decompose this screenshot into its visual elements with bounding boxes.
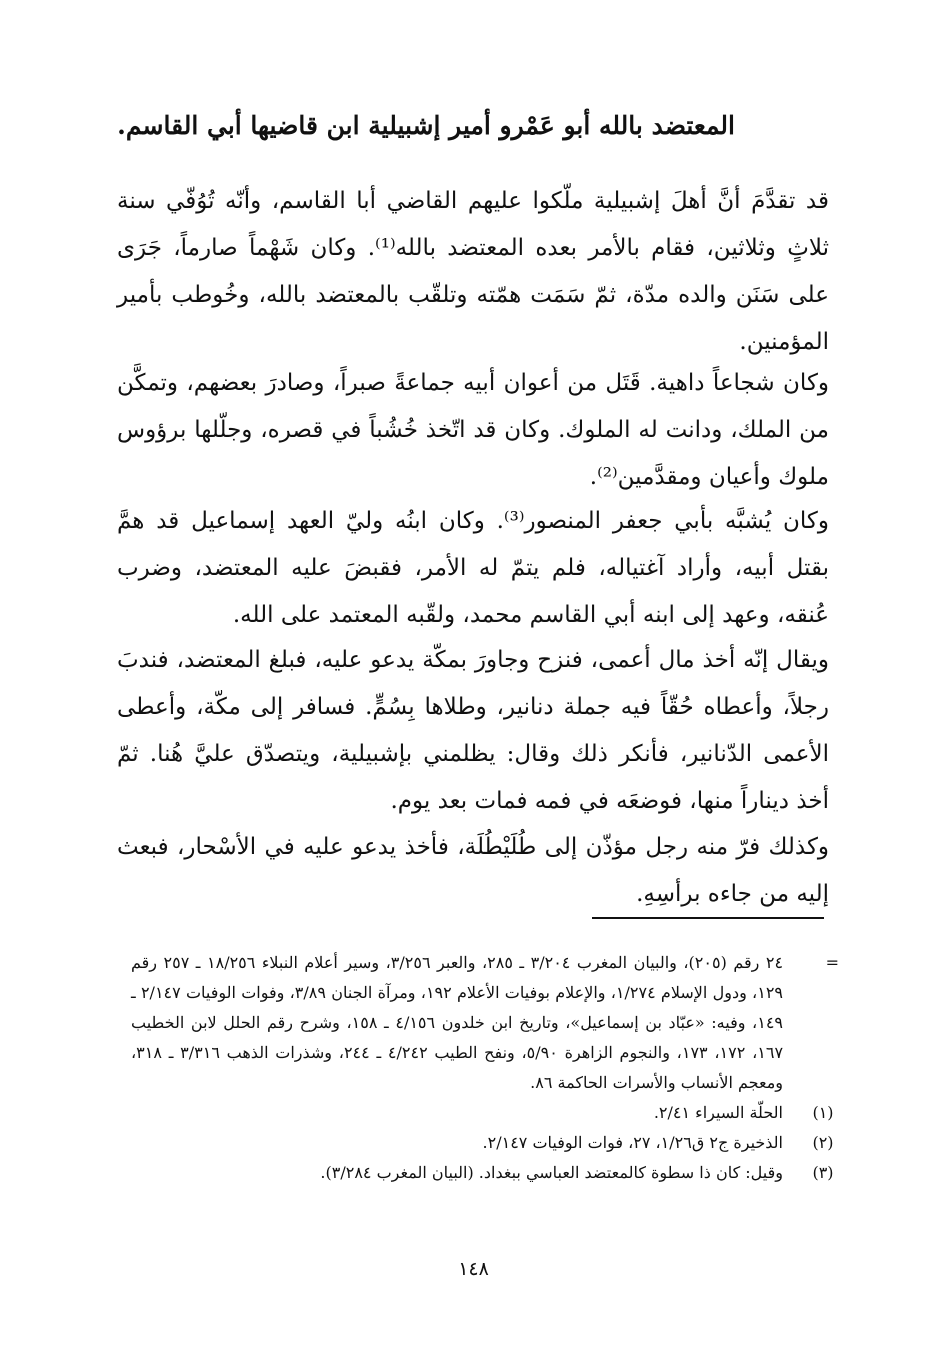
footnote-number: (٢) [812, 1133, 834, 1152]
paragraph: قد تقدَّمَ أنَّ أهلَ إشبيلية ملّكوا عليهم القاضي أبا القاسم، وأنّه تُوُفّي سنة ثلاثٍ وثلاثين، فقام بالأمر بعده المعتضد بالله⁽¹⁾. وكان شَهْماً صارماً، جَرَى على سَنَن والده مدّة، ثمّ سَمَت همّته وتلقّب بالمعتضد بالله، وخُوطب بأمير المؤمنين. [117, 188, 829, 355]
footnote-continuation [131, 948, 843, 1098]
footnote-text: الحلّة السيراء ٢/٤١. [653, 1103, 783, 1122]
footnote-divider [592, 917, 824, 919]
footnote-3 [131, 1158, 843, 1188]
footnote-number: (١) [812, 1103, 834, 1122]
continuation-mark: = [825, 953, 839, 972]
page-number: ١٤٨ [458, 1258, 489, 1280]
footnote-text: وقيل: كان ذا سطوة كالمعتضد العباسي ببغداد. (البيان المغرب ٣/٢٨٤). [320, 1163, 783, 1182]
footnote-text: الذخيرة ج٢ ق١/٢٦، ٢٧، فوات الوفيات ٢/١٤٧. [482, 1133, 783, 1152]
footnote-continuation-text: ٢٤ رقم (٢٠٥)، والبيان المغرب ٣/٢٠٤ ـ ٢٨٥، والعبر ٣/٢٥٦، وسير أعلام النبلاء ١٨/٢٥٦ ـ ٢٥٧ رقم ١٢٩، ودول الإسلام ١/٢٧٤، والإعلام بوفيات الأعلام ١٩٢، ومرآة الجنان ٣/٨٩، وفوات الوفيات ٢/١٤٧ ـ ١٤٩، وفيه: «عبّاد بن إسماعيل»، وتاريخ ابن خلدون ٤/١٥٦ ـ ١٥٨، وشرح رقم الحلل لابن الخطيب ١٦٧، ١٧٢، ١٧٣، والنجوم الزاهرة ٥/٩٠، ونفح الطيب ٤/٢٤٢ ـ ٢٤٤، وشذرات الذهب ٣/٣١٦ ـ ٣١٨، ومعجم الأنساب والأسرات الحاكمة ٨٦. [131, 953, 784, 1092]
section-heading: المعتضد بالله أبو عَمْرو أمير إشبيلية ابن قاضيها أبي القاسم. [117, 111, 735, 140]
footnotes [131, 948, 843, 1188]
paragraph: وكان يُشبَّه بأبي جعفر المنصور⁽³⁾. وكان ابنُه وليّ العهد إسماعيل قد همَّ بقتل أبيه، وأراد آغتياله، فلم يتمّ له الأمر، فقبضَ عليه المعتضد، وضرب عُنقه، وعهد إلى ابنه أبي القاسم محمد، ولقّبه المعتمد على الله. [117, 508, 829, 628]
paragraph: ويقال إنّه أخذ مال أعمى، فنزح وجاورَ بمكّة يدعو عليه، فبلغ المعتضد، فندبَ رجلاً، وأعطاه حُقّاً فيه جملة دنانير، وطلاها بِسُمٍّ. فسافر إلى مكّة، وأعطى الأعمى الدّنانير، فأنكر ذلك وقال: يظلمني بإشبيلية، ويتصدّق عليَّ هُنا. ثمّ أخذ ديناراً منها، فوضعَه في فمه فمات بعد يوم. [117, 647, 829, 814]
paragraph: وكان شجاعاً داهية. قَتَل من أعوان أبيه جماعةً صبراً، وصادرَ بعضهم، وتمكَّن من الملك، ودانت له الملوك. وكان قد اتّخذ خُشُباً في قصره، وجلّلها برؤوس ملوك وأعيان ومقدَّمين⁽²⁾. [117, 370, 829, 490]
footnote-1 [131, 1098, 843, 1128]
paragraph: وكذلك فرّ منه رجل مؤذّن إلى طُلَيْطُلَة، فأخذ يدعو عليه في الأسْحار، فبعث إليه من جاءه برأسِهِ. [117, 834, 829, 907]
footnote-2 [131, 1128, 843, 1158]
footnote-number: (٣) [812, 1163, 834, 1182]
